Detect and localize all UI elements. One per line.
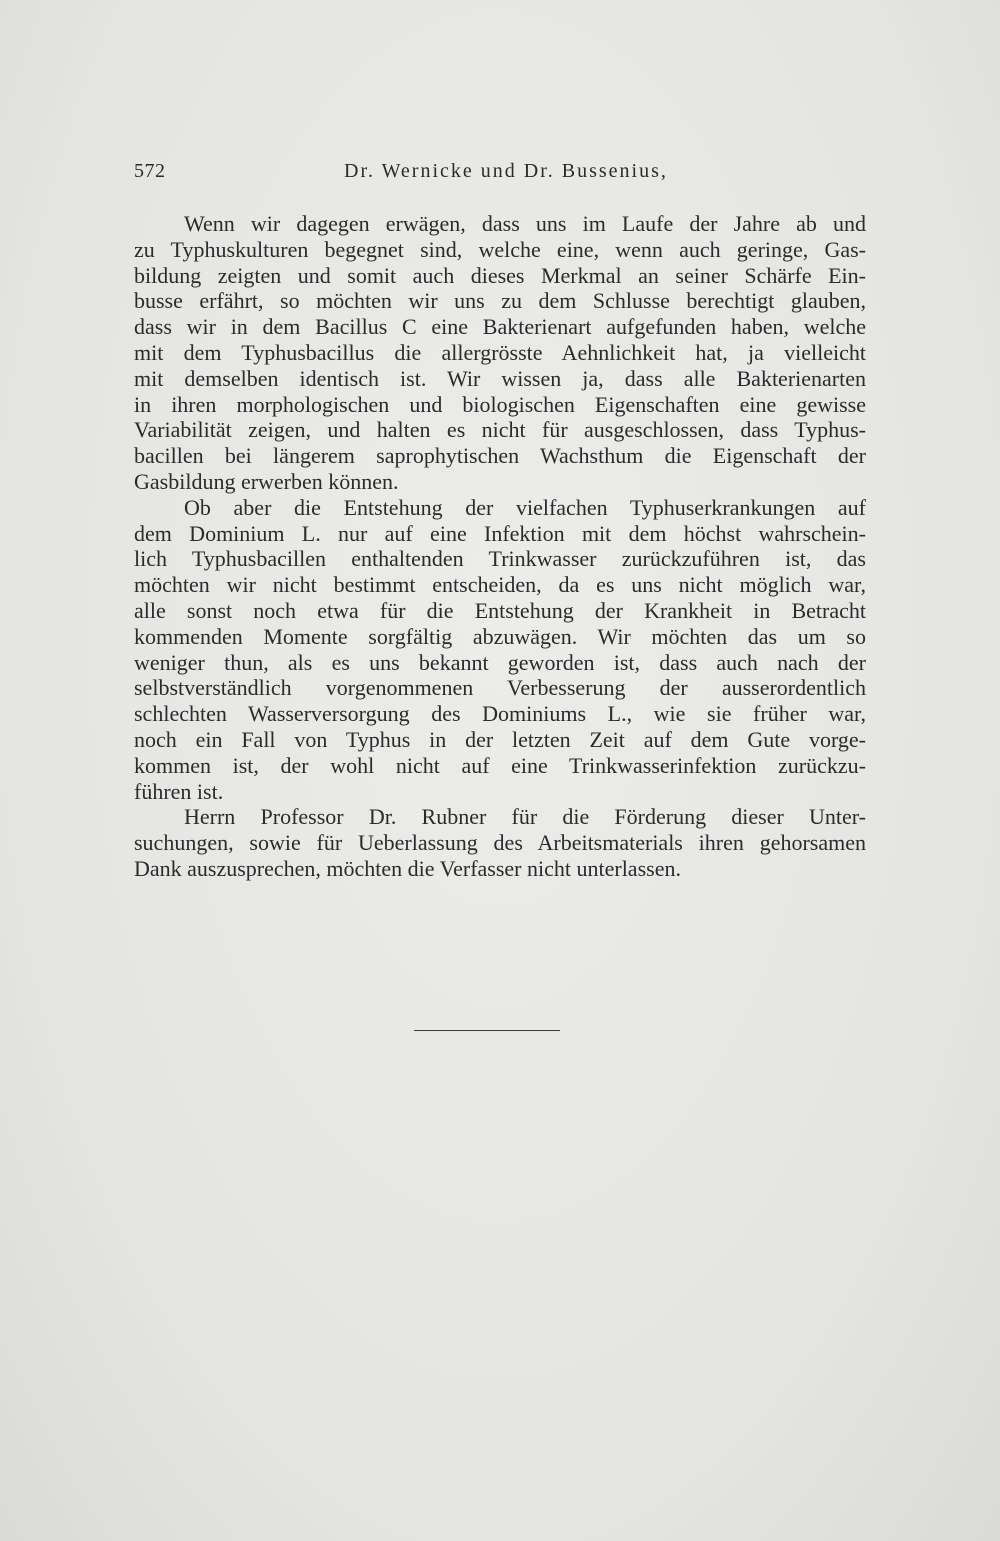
text-line: möchten wir nicht bestimmt entscheiden, da es uns nicht möglich war, (134, 572, 866, 598)
text-line: führen ist. (134, 778, 224, 804)
text-line: dem Dominium L. nur auf eine Infektion mit dem höchst wahrschein- (134, 520, 866, 546)
text-line: in ihren morphologischen und biologischen Eigenschaften eine gewisse (134, 391, 866, 417)
text-line: alle sonst noch etwa für die Entstehung der Krankheit in Betracht (134, 597, 866, 623)
text-line: dass wir in dem Bacillus C eine Bakterienart aufgefunden haben, welche (134, 314, 866, 340)
text-line: kommenden Momente sorgfältig abzuwägen. Wir möchten das um so (134, 623, 866, 649)
page-header (134, 160, 866, 190)
text-line: schlechten Wasserversorgung des Dominiums L., wie sie früher war, (134, 701, 866, 727)
text-line: kommen ist, der wohl nicht auf eine Trinkwasserinfektion zurückzu- (134, 752, 866, 778)
text-line: mit dem Typhusbacillus die allergrösste Aehnlichkeit hat, ja vielleicht (134, 339, 866, 365)
text-line: Dank auszusprechen, möchten die Verfasser nicht unterlassen. (134, 855, 681, 881)
text-line: mit demselben identisch ist. Wir wissen ja, dass alle Bakterienarten (134, 365, 866, 391)
text-line: zu Typhuskulturen begegnet sind, welche eine, wenn auch geringe, Gas- (134, 236, 866, 262)
text-line: noch ein Fall von Typhus in der letzten Zeit auf dem Gute vorge- (134, 726, 866, 752)
body-text (134, 211, 866, 882)
text-line: selbstverständlich vorgenommenen Verbesserung der ausserordentlich (134, 675, 866, 701)
paragraph-1 (134, 211, 866, 495)
section-end-rule (414, 1030, 560, 1031)
text-line: Gasbildung erwerben können. (134, 468, 399, 494)
page-number: 572 (134, 160, 166, 182)
text-line: bildung zeigten und somit auch dieses Merkmal an seiner Schärfe Ein- (134, 262, 866, 288)
text-line: busse erfährt, so möchten wir uns zu dem Schlusse berechtigt glauben, (134, 288, 866, 314)
text-line: Variabilität zeigen, und halten es nicht für ausgeschlossen, dass Typhus- (134, 417, 866, 443)
paragraph-3 (134, 804, 866, 881)
text-line: Herrn Professor Dr. Rubner für die Förderung dieser Unter- (184, 804, 866, 830)
text-line: bacillen bei längerem saprophytischen Wachsthum die Eigenschaft der (134, 443, 866, 469)
paragraph-2 (134, 495, 866, 805)
running-head: Dr. Wernicke und Dr. Bussenius, (344, 160, 668, 182)
text-line: weniger thun, als es uns bekannt geworden ist, dass auch nach der (134, 649, 866, 675)
text-line: suchungen, sowie für Ueberlassung des Arbeitsmaterials ihren gehorsamen (134, 830, 866, 856)
text-line: lich Typhusbacillen enthaltenden Trinkwasser zurückzuführen ist, das (134, 546, 866, 572)
text-line: Ob aber die Entstehung der vielfachen Typhuserkrankungen auf (184, 494, 866, 520)
text-line: Wenn wir dagegen erwägen, dass uns im Laufe der Jahre ab und (184, 211, 866, 236)
